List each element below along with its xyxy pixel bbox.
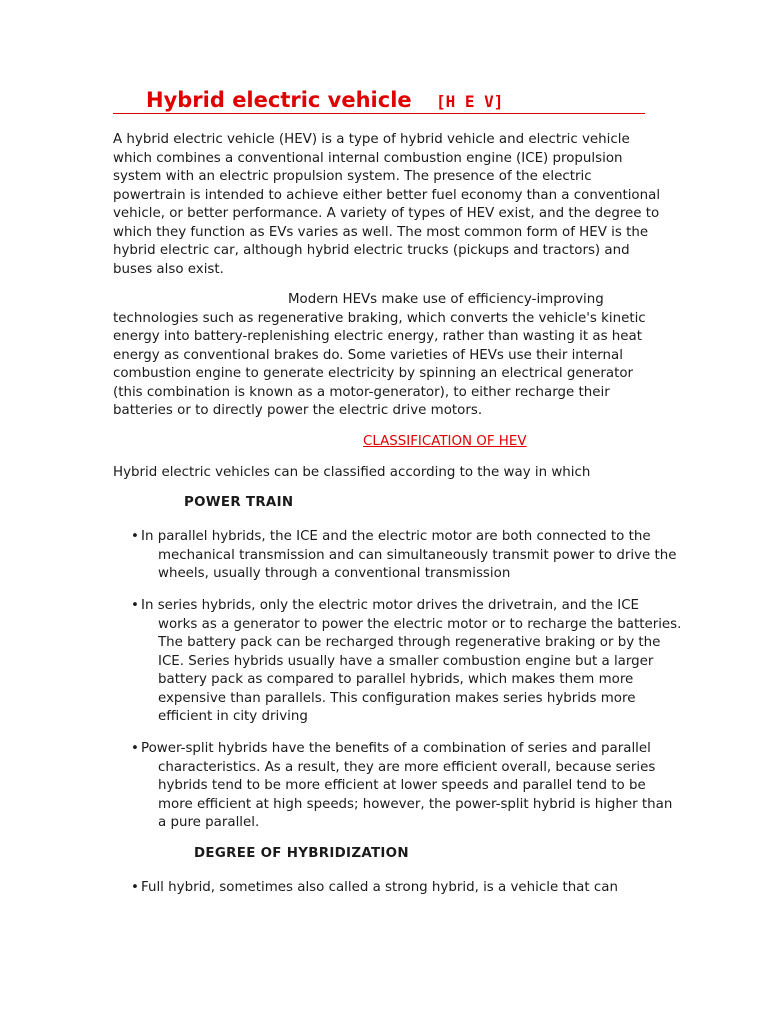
bullet-parallel-hybrids — [131, 528, 682, 584]
bullet-text: Power-split hybrids have the benefits of a combination of series and parallel characteristics. As a result, they are more efficient overall, because series hybrids tend to be more efficient at lower speeds and parallel tend to be more efficient at high speeds; however, the power-split hybrid is higher than a pure parallel. — [141, 741, 673, 830]
bullet-full-hybrid — [131, 879, 682, 898]
title-text: Hybrid electric vehicle — [146, 88, 412, 112]
bullet-text: In parallel hybrids, the ICE and the electric motor are both connected to the mechanical transmission and can simultaneously transmit power to drive the wheels, usually through a conventional transmission — [141, 529, 677, 581]
bullet-marker: • — [131, 880, 139, 895]
classification-intro: Hybrid electric vehicles can be classified according to the way in which — [113, 465, 591, 480]
bullet-series-hybrids — [131, 597, 682, 727]
bullet-marker: • — [131, 598, 139, 613]
hybridization-heading: DEGREE OF HYBRIDIZATION — [194, 846, 409, 861]
power-train-heading: POWER TRAIN — [184, 495, 294, 510]
bullet-text: Full hybrid, sometimes also called a strong hybrid, is a vehicle that can — [141, 880, 618, 895]
bullet-marker: • — [131, 741, 139, 756]
modern-hev-paragraph: Modern HEVs make use of efficiency-improving technologies such as regenerative braking, which converts the vehicle's kinetic energy into battery-replenishing electric energy, rather than wasting it as heat energy as conventional brakes do. Some varieties of HEVs use their internal combustion engine to generate electricity by spinning an electrical generator (this combination is known as a motor-generator), to either recharge their batteries or to directly power the electric drive motors. — [113, 292, 646, 418]
bullet-marker: • — [131, 529, 139, 544]
bullet-text: In series hybrids, only the electric motor drives the drivetrain, and the ICE works as a generator to power the electric motor or to recharge the batteries. The battery pack can be recharged through regenerative braking or by the ICE. Series hybrids usually have a smaller combustion engine but a larger battery pack as compared to parallel hybrids, which makes them more expensive than parallels. This configuration makes series hybrids more efficient in city driving — [141, 598, 682, 724]
document-title — [113, 87, 645, 114]
classification-heading: CLASSIFICATION OF HEV — [363, 434, 527, 449]
title-abbreviation: [H E V] — [436, 92, 504, 111]
intro-paragraph: A hybrid electric vehicle (HEV) is a type of hybrid vehicle and electric vehicle which combines a conventional internal combustion engine (ICE) propulsion system with an electric propulsion system. The presence of the electric powertrain is intended to achieve either better fuel economy than a conventional vehicle, or better performance. A variety of types of HEV exist, and the degree to which they function as EVs varies as well. The most common form of HEV is the hybrid electric car, although hybrid electric trucks (pickups and tractors) and buses also exist. — [113, 132, 661, 277]
bullet-power-split-hybrids — [131, 740, 682, 833]
